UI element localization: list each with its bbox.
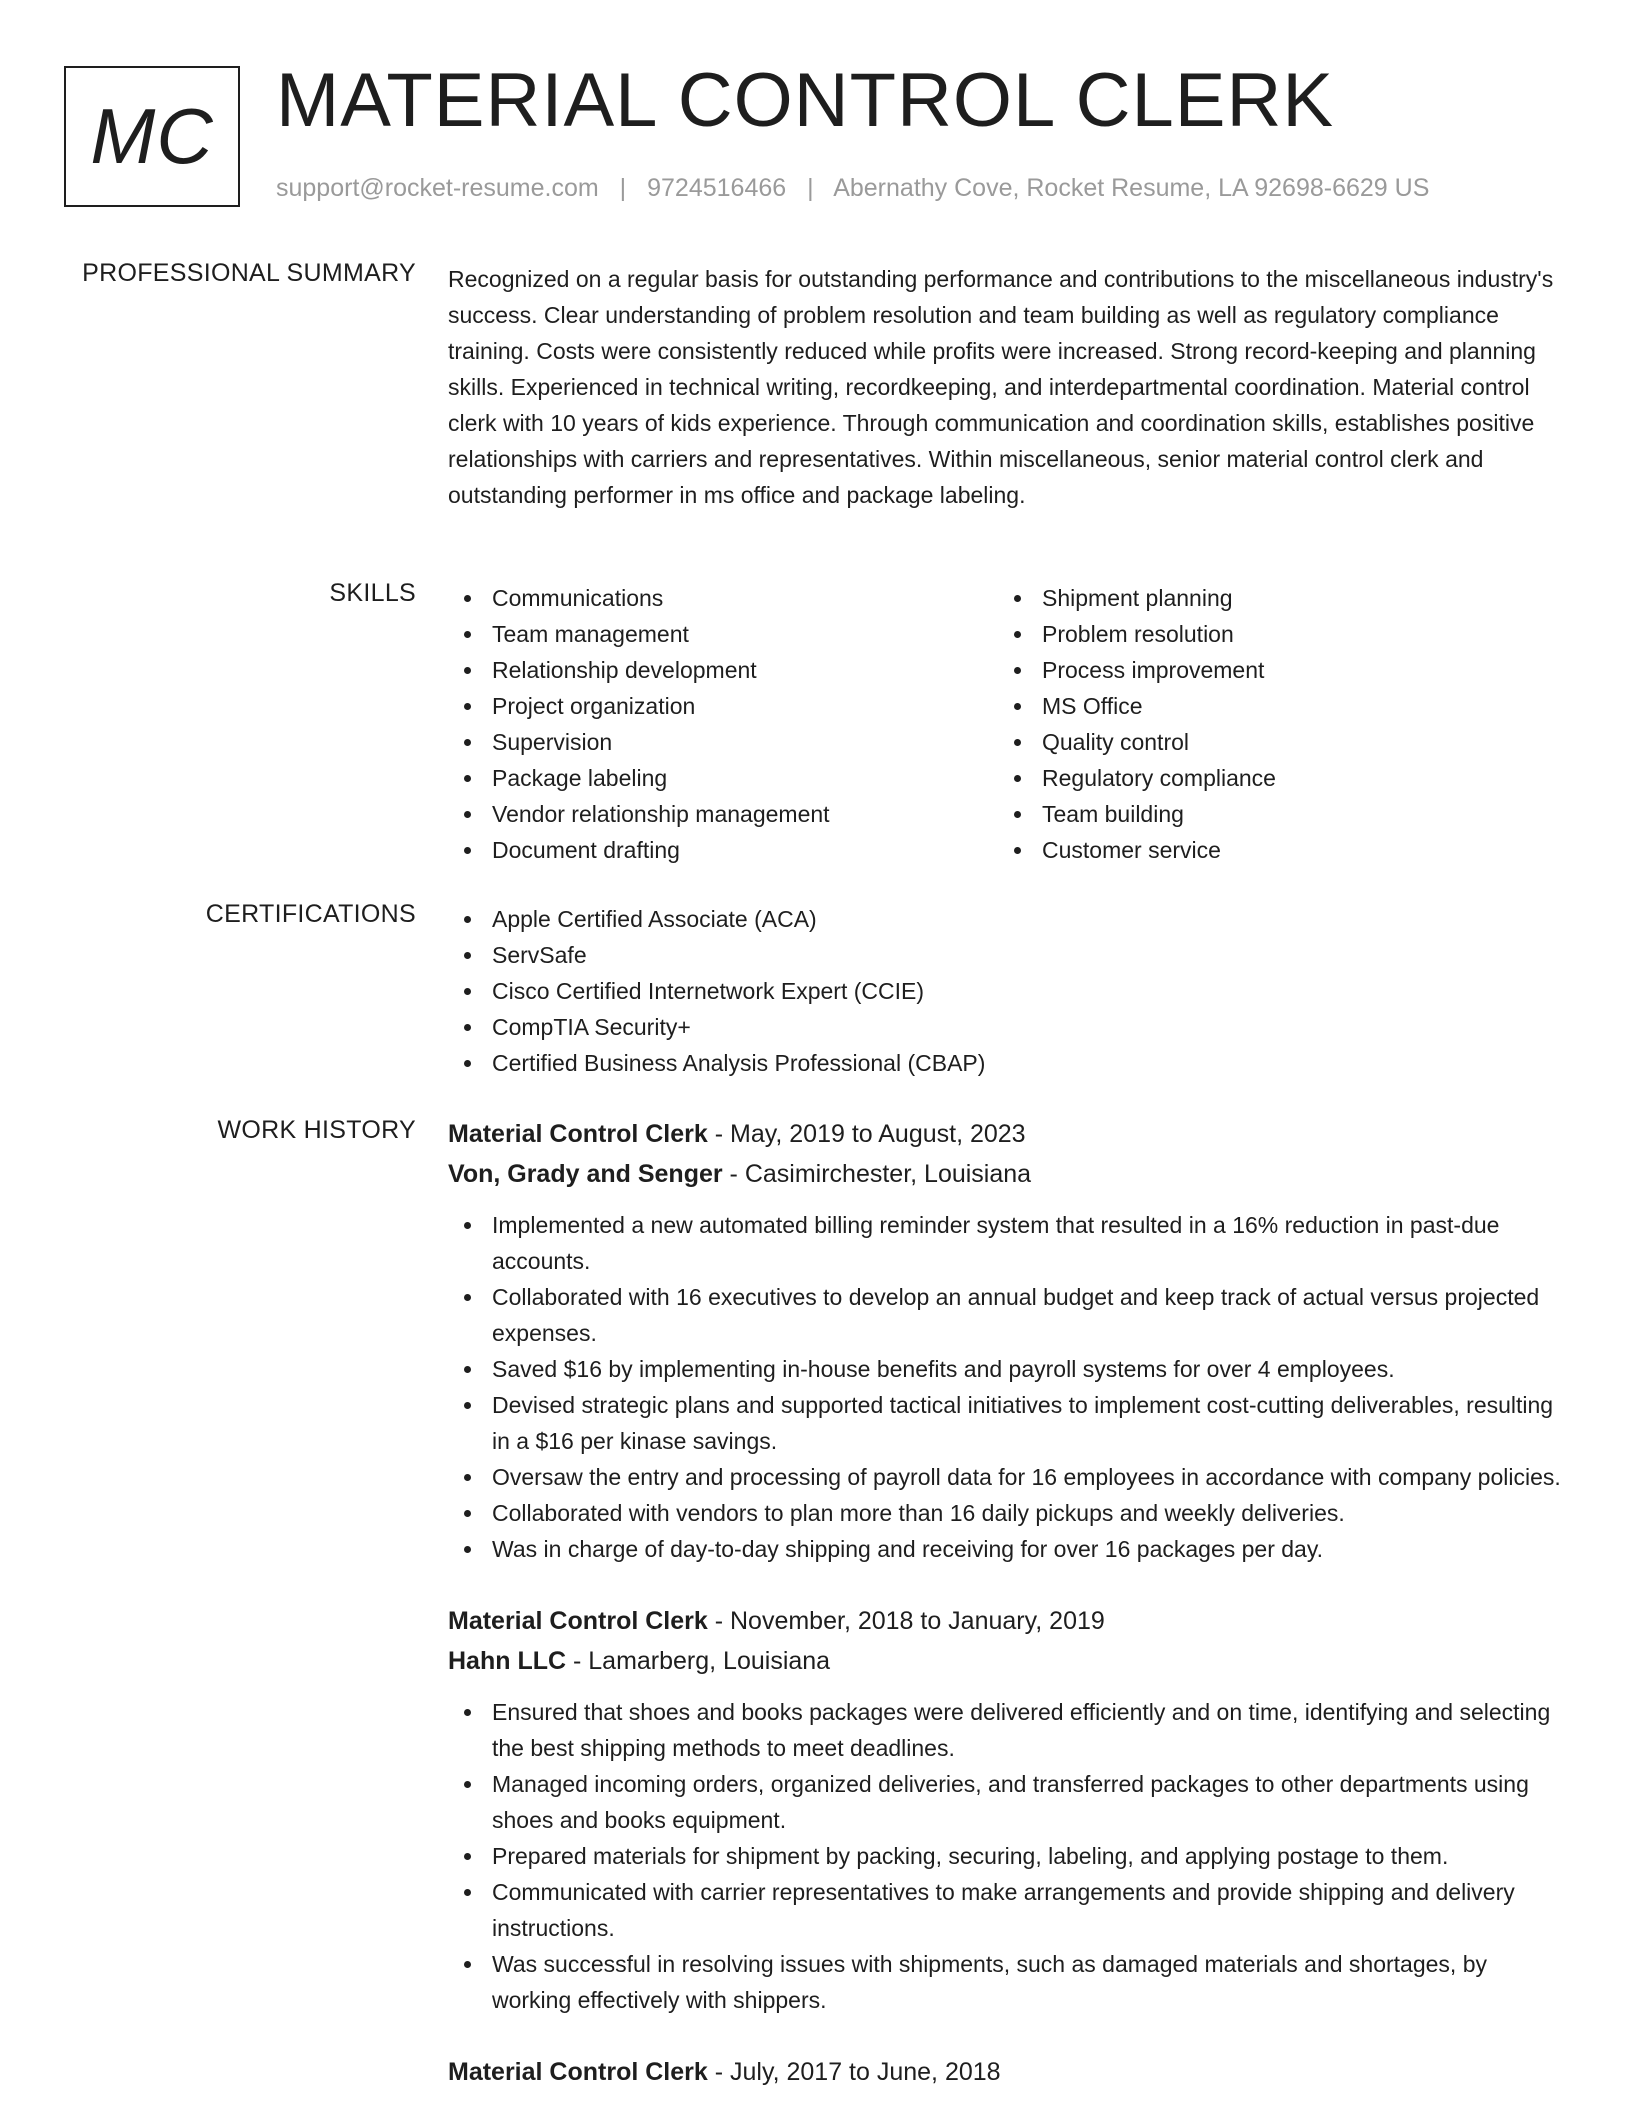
job-title: Material Control Clerk — [448, 2058, 708, 2086]
job-dates: - May, 2019 to August, 2023 — [707, 1120, 1026, 1148]
skill-item: Supervision — [448, 724, 998, 760]
section-heading: CERTIFICATIONS — [205, 900, 416, 928]
certification-item: Cisco Certified Internetwork Expert (CCIE) — [448, 973, 1570, 1009]
job-title: Material Control Clerk — [448, 1607, 708, 1635]
skills-list-right — [998, 580, 1548, 868]
job-location: - Lamarberg, Louisiana — [566, 1647, 831, 1675]
skill-item: Team management — [448, 616, 998, 652]
job-company-line — [448, 1154, 1570, 1194]
section-heading: SKILLS — [329, 579, 416, 607]
contact-phone[interactable]: 9724516466 — [647, 174, 787, 202]
skills-body — [448, 580, 1570, 868]
job-bullet: Was in charge of day-to-day shipping and receiving for over 16 packages per day. — [448, 1531, 1570, 1567]
summary-text: Recognized on a regular basis for outstanding performance and contributions to the miscellaneous industry's success. Clear understanding of problem resolution and team building as well as regulatory compliance training. Costs were consistently reduced while profits were increased. Strong record-keeping and planning skills. Experienced in technical writing, recordkeeping, and interdepartmental coordination. Material control clerk with 10 years of kids experience. Through communication and coordination skills, establishes positive relationships with carriers and representatives. Within miscellaneous, senior material control clerk and outstanding performer in ms office and package labeling. — [448, 266, 1554, 508]
certification-item: Apple Certified Associate (ACA) — [448, 901, 1570, 937]
section-heading: PROFESSIONAL SUMMARY — [82, 259, 416, 287]
work-history-body — [448, 1114, 1570, 2112]
skill-item: Customer service — [998, 832, 1548, 868]
contact-separator: | — [807, 174, 814, 202]
skill-item: MS Office — [998, 688, 1548, 724]
monogram-logo: MC — [64, 66, 240, 207]
certification-item: Certified Business Analysis Professional (CBAP) — [448, 1045, 1570, 1081]
job-bullet: Managed incoming orders, organized deliveries, and transferred packages to other departments using shoes and books equipment. — [448, 1766, 1570, 1838]
job-bullet: Devised strategic plans and supported tactical initiatives to implement cost-cutting deliverables, resulting in a $16 per kinase savings. — [448, 1387, 1570, 1459]
skill-item: Vendor relationship management — [448, 796, 998, 832]
job-company: Hahn LLC — [448, 1647, 567, 1675]
job-bullet: Saved $16 by implementing in-house benefits and payroll systems for over 4 employees. — [448, 1351, 1570, 1387]
job-title: Material Control Clerk — [448, 1120, 708, 1148]
skill-item: Document drafting — [448, 832, 998, 868]
certification-item: ServSafe — [448, 937, 1570, 973]
job-company-line — [448, 1641, 1570, 1681]
certifications-body — [448, 901, 1570, 1081]
skill-item: Team building — [998, 796, 1548, 832]
contact-address: Abernathy Cove, Rocket Resume, LA 92698-6629 US — [833, 174, 1430, 202]
job-title-line — [448, 1601, 1570, 1641]
job-entry — [448, 1114, 1570, 1567]
skill-item: Communications — [448, 580, 998, 616]
skill-item: Process improvement — [998, 652, 1548, 688]
job-entry — [448, 2052, 1570, 2092]
job-dates: - July, 2017 to June, 2018 — [707, 2058, 1001, 2086]
resume-title: MATERIAL CONTROL CLERK — [276, 58, 1335, 143]
contact-line — [276, 174, 1429, 203]
skill-item: Quality control — [998, 724, 1548, 760]
job-bullet: Collaborated with vendors to plan more than 16 daily pickups and weekly deliveries. — [448, 1495, 1570, 1531]
contact-separator: | — [619, 174, 627, 202]
skill-item: Regulatory compliance — [998, 760, 1548, 796]
summary-body — [448, 261, 1570, 513]
skill-item: Shipment planning — [998, 580, 1548, 616]
skill-item: Relationship development — [448, 652, 998, 688]
job-company: Von, Grady and Senger — [448, 1160, 723, 1188]
job-bullet: Communicated with carrier representatives to make arrangements and provide shipping and delivery instructions. — [448, 1874, 1570, 1946]
certification-item: CompTIA Security+ — [448, 1009, 1570, 1045]
contact-email[interactable]: support@rocket-resume.com — [276, 174, 599, 202]
job-bullet: Implemented a new automated billing reminder system that resulted in a 16% reduction in past-due accounts. — [448, 1207, 1570, 1279]
job-bullet: Oversaw the entry and processing of payroll data for 16 employees in accordance with company policies. — [448, 1459, 1570, 1495]
job-bullets — [448, 1694, 1570, 2018]
skill-item: Project organization — [448, 688, 998, 724]
job-title-line — [448, 1114, 1570, 1154]
job-bullet: Collaborated with 16 executives to develop an annual budget and keep track of actual versus projected expenses. — [448, 1279, 1570, 1351]
section-heading: WORK HISTORY — [217, 1116, 416, 1144]
skill-item: Problem resolution — [998, 616, 1548, 652]
job-bullet: Ensured that shoes and books packages were delivered efficiently and on time, identifying and selecting the best shipping methods to meet deadlines. — [448, 1694, 1570, 1766]
job-bullet: Prepared materials for shipment by packing, securing, labeling, and applying postage to them. — [448, 1838, 1570, 1874]
certifications-list — [448, 901, 1570, 1081]
skill-item: Package labeling — [448, 760, 998, 796]
job-bullets — [448, 1207, 1570, 1567]
job-bullet: Was successful in resolving issues with shipments, such as damaged materials and shortages, by working effectively with shippers. — [448, 1946, 1570, 2018]
skills-list-left — [448, 580, 998, 868]
job-location: - Casimirchester, Louisiana — [722, 1160, 1032, 1188]
job-entry — [448, 1601, 1570, 2018]
job-title-line — [448, 2052, 1570, 2092]
job-dates: - November, 2018 to January, 2019 — [707, 1607, 1105, 1635]
